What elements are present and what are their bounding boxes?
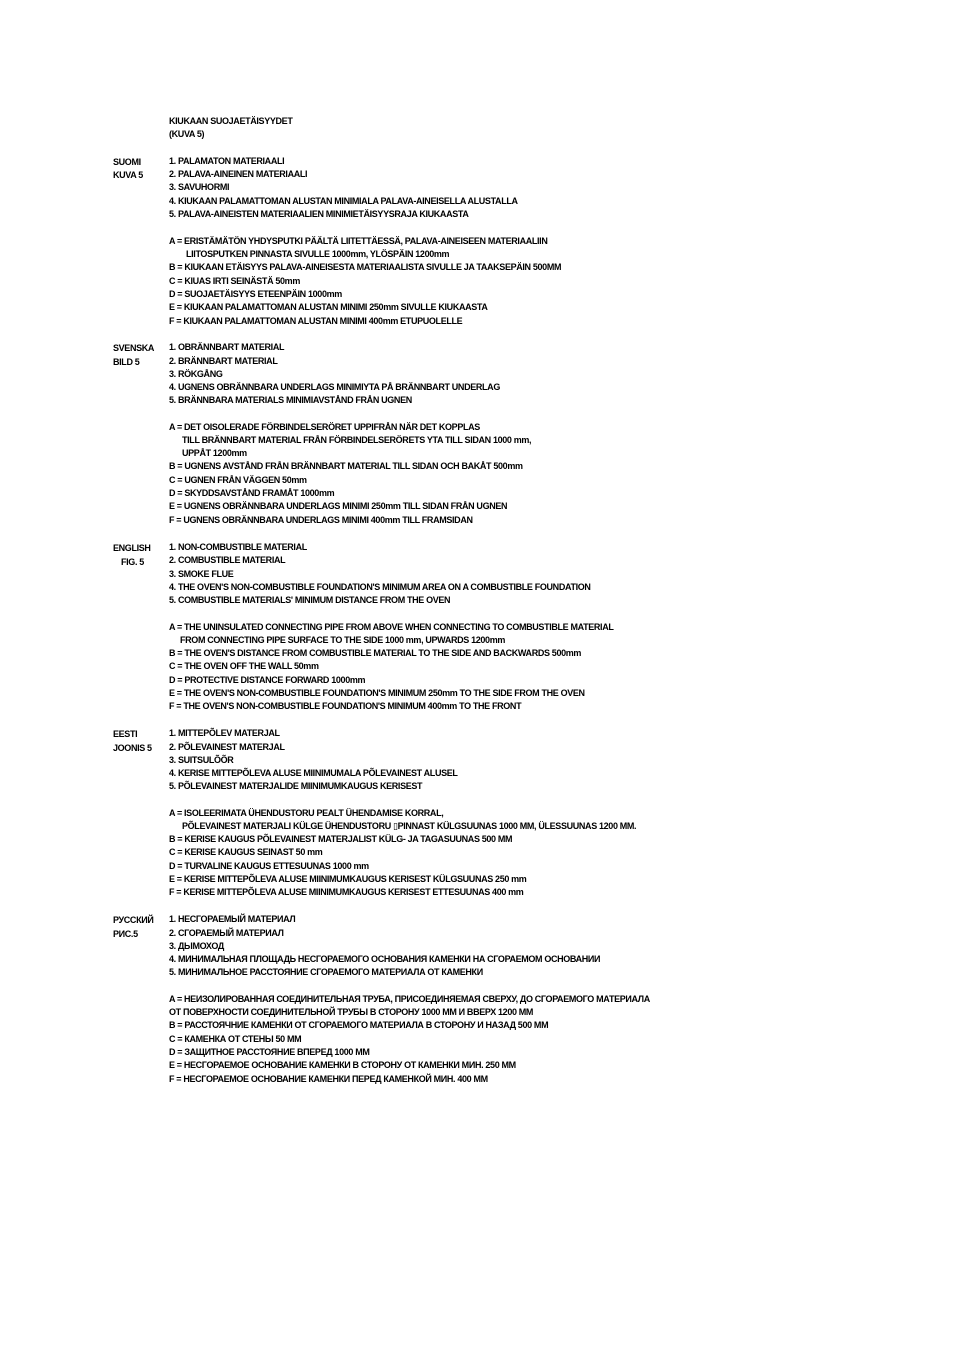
dimension-item: F = THE OVEN'S NON-COMBUSTIBLE FOUNDATION'S MINIMUM 400mm TO THE FRONT	[169, 701, 522, 711]
dimension-item-continued: ОТ ПОВЕРХНОСТИ СОЕДИНИТЕЛЬНОЙ ТРУБЫ В СТОРОНУ 1000 ММ И ВВЕРХ 1200 ММ	[169, 1007, 534, 1017]
legend-item: 1. НЕСГОРАЕМЫЙ МАТЕРИАЛ	[169, 914, 296, 924]
legend-item: 5. МИНИМАЛЬНОЕ РАССТОЯНИЕ СГОРАЕМОГО МАТЕРИАЛА ОТ КАМЕНКИ	[169, 967, 483, 977]
legend-item: 5. PALAVA-AINEISTEN MATERIAALIEN MINIMIETÄISYYSRAJA KIUKAASTA	[169, 209, 469, 219]
legend-item: 4. UGNENS OBRÄNNBARA UNDERLAGS MINIMIYTA PÅ BRÄNNBART UNDERLAG	[169, 382, 500, 392]
dimension-item-continued: TILL BRÄNNBART MATERIAL FRÅN FÖRBINDELSERÖRETS YTA TILL SIDAN 1000 mm,	[182, 435, 532, 445]
section-language-label: РУССКИЙ	[113, 915, 154, 925]
legend-item: 2. PÕLEVAINEST MATERJAL	[169, 742, 285, 752]
dimension-item: B = РАССТОЯЧНИЕ КАМЕНКИ ОТ СГОРАЕМОГО МАТЕРИАЛА В СТОРОНУ И НАЗАД 500 ММ	[169, 1020, 549, 1030]
dimension-item-continued: LIITOSPUTKEN PINNASTA SIVULLE 1000mm, YLÖSPÄIN 1200mm	[186, 249, 450, 259]
dimension-item: A = DET OISOLERADE FÖRBINDELSERÖRET UPPIFRÅN NÄR DET KOPPLAS	[169, 422, 480, 432]
legend-item: 2. СГОРАЕМЫЙ МАТЕРИАЛ	[169, 928, 284, 938]
dimension-item: E = НЕСГОРАЕМОЕ ОСНОВАНИЕ КАМЕНКИ В СТОРОНУ ОТ КАМЕНКИ МИН. 250 ММ	[169, 1060, 516, 1070]
dimension-item: A = НЕИЗОЛИРОВАННАЯ СОЕДИНИТЕЛЬНАЯ ТРУБА, ПРИСОЕДИНЯЕМАЯ СВЕРХУ, ДО СГОРАЕМОГО МАТЕРИАЛА	[169, 994, 650, 1004]
legend-item: 3. SMOKE FLUE	[169, 569, 234, 579]
dimension-item: A = THE UNINSULATED CONNECTING PIPE FROM ABOVE WHEN CONNECTING TO COMBUSTIBLE MATERIAL	[169, 622, 614, 632]
legend-item: 3. SAVUHORMI	[169, 182, 230, 192]
legend-item: 2. COMBUSTIBLE MATERIAL	[169, 555, 286, 565]
dimension-item-continued: FROM CONNECTING PIPE SURFACE TO THE SIDE 1000 mm, UPWARDS 1200mm	[180, 635, 506, 645]
legend-item: 1. PALAMATON MATERIAALI	[169, 156, 285, 166]
dimension-item: B = THE OVEN'S DISTANCE FROM COMBUSTIBLE MATERIAL TO THE SIDE AND BACKWARDS 500mm	[169, 648, 582, 658]
dimension-item: C = THE OVEN OFF THE WALL 50mm	[169, 661, 319, 671]
section-figure-label: РИС.5	[113, 929, 138, 939]
dimension-item: B = KIUKAAN ETÄISYYS PALAVA-AINEISESTA MATERIAALISTA SIVULLE JA TAAKSEPÄIN 500MM	[169, 262, 562, 272]
dimension-item: C = UGNEN FRÅN VÄGGEN 50mm	[169, 475, 307, 485]
section-figure-label: JOONIS 5	[113, 743, 152, 753]
legend-item: 2. PALAVA-AINEINEN MATERIAALI	[169, 169, 308, 179]
legend-item: 4. KIUKAAN PALAMATTOMAN ALUSTAN MINIMIALA PALAVA-AINEISELLA ALUSTALLA	[169, 196, 518, 206]
legend-item: 1. MITTEPÕLEV MATERJAL	[169, 728, 280, 738]
dimension-item: D = ЗАЩИТНОЕ РАССТОЯНИЕ ВПЕРЕД 1000 ММ	[169, 1047, 370, 1057]
dimension-item: F = KIUKAAN PALAMATTOMAN ALUSTAN MINIMI 400mm ETUPUOLELLE	[169, 316, 463, 326]
dimension-item: F = KERISE MITTEPÕLEVA ALUSE MIINIMUMKAUGUS KERISEST ETTESUUNAS 400 mm	[169, 887, 524, 897]
dimension-item: A = ERISTÄMÄTÖN YHDYSPUTKI PÄÄLTÄ LIITETTÄESSÄ, PALAVA-AINEISEEN MATERIAALIIN	[169, 236, 548, 246]
dimension-item: E = UGNENS OBRÄNNBARA UNDERLAGS MINIMI 250mm TILL SIDAN FRÅN UGNEN	[169, 501, 508, 511]
legend-item: 5. BRÄNNBARA MATERIALS MINIMIAVSTÅND FRÅN UGNEN	[169, 395, 412, 405]
legend-item: 4. THE OVEN'S NON-COMBUSTIBLE FOUNDATION'S MINIMUM AREA ON A COMBUSTIBLE FOUNDATION	[169, 582, 591, 592]
section-language-label: ENGLISH	[113, 543, 151, 553]
legend-item: 4. МИНИМАЛЬНАЯ ПЛОЩАДЬ НЕСГОРАЕМОГО ОСНОВАНИЯ КАМЕНКИ НА СГОРАЕМОМ ОСНОВАНИИ	[169, 954, 601, 964]
legend-item: 5. PÕLEVAINEST MATERJALIDE MIINIMUMKAUGUS KERISEST	[169, 781, 423, 791]
legend-item: 1. NON-COMBUSTIBLE MATERIAL	[169, 542, 307, 552]
legend-item: 5. COMBUSTIBLE MATERIALS' MINIMUM DISTANCE FROM THE OVEN	[169, 595, 451, 605]
dimension-item-continued: PÕLEVAINEST MATERJALI KÜLGE ÜHENDUSTORU ▯PINNAST KÜLGSUUNAS 1000 MM, ÜLESSUUNAS 1200 MM.	[182, 821, 637, 831]
section-language-label: SVENSKA	[113, 343, 155, 353]
dimension-item: B = KERISE KAUGUS PÕLEVAINEST MATERJALIST KÜLG- JA TAGASUUNAS 500 MM	[169, 834, 513, 844]
dimension-item: E = KIUKAAN PALAMATTOMAN ALUSTAN MINIMI 250mm SIVULLE KIUKAASTA	[169, 302, 488, 312]
legend-item: 1. OBRÄNNBART MATERIAL	[169, 342, 285, 352]
dimension-item: D = SKYDDSAVSTÅND FRAMÅT 1000mm	[169, 488, 335, 498]
section-figure-label: BILD 5	[113, 357, 140, 367]
dimension-item-continued: UPPÅT 1200mm	[182, 448, 247, 458]
dimension-item: F = НЕСГОРАЕМОЕ ОСНОВАНИЕ КАМЕНКИ ПЕРЕД КАМЕНКОЙ МИН. 400 ММ	[169, 1074, 488, 1084]
dimension-item: D = PROTECTIVE DISTANCE FORWARD 1000mm	[169, 675, 366, 685]
dimension-item: D = SUOJAETÄISYYS ETEENPÄIN 1000mm	[169, 289, 342, 299]
dimension-item: C = KERISE KAUGUS SEINAST 50 mm	[169, 847, 323, 857]
legend-item: 2. BRÄNNBART MATERIAL	[169, 356, 278, 366]
section-language-label: EESTI	[113, 729, 138, 739]
section-figure-label: FIG. 5	[121, 557, 144, 567]
document-subtitle: (KUVA 5)	[169, 129, 205, 139]
section-language-label: SUOMI	[113, 157, 141, 167]
dimension-item: B = UGNENS AVSTÅND FRÅN BRÄNNBART MATERIAL TILL SIDAN OCH BAKÅT 500mm	[169, 461, 523, 471]
dimension-item: A = ISOLEERIMATA ÜHENDUSTORU PEALT ÜHENDAMISE KORRAL,	[169, 808, 444, 818]
dimension-item: E = KERISE MITTEPÕLEVA ALUSE MIINIMUMKAUGUS KERISEST KÜLGSUUNAS 250 mm	[169, 874, 527, 884]
dimension-item: D = TURVALINE KAUGUS ETTESUUNAS 1000 mm	[169, 861, 369, 871]
dimension-item: C = КАМЕНКА ОТ СТЕНЫ 50 ММ	[169, 1034, 302, 1044]
dimension-item: F = UGNENS OBRÄNNBARA UNDERLAGS MINIMI 400mm TILL FRAMSIDAN	[169, 515, 473, 525]
dimension-item: C = KIUAS IRTI SEINÄSTÄ 50mm	[169, 276, 300, 286]
legend-item: 3. ДЫМОХОД	[169, 941, 224, 951]
legend-item: 3. RÖKGÅNG	[169, 369, 223, 379]
section-figure-label: KUVA 5	[113, 170, 143, 180]
document-title: KIUKAAN SUOJAETÄISYYDET	[169, 116, 293, 126]
legend-item: 4. KERISE MITTEPÕLEVA ALUSE MIINIMUMALA PÕLEVAINEST ALUSEL	[169, 768, 458, 778]
legend-item: 3. SUITSULÕÕR	[169, 755, 234, 765]
dimension-item: E = THE OVEN'S NON-COMBUSTIBLE FOUNDATION'S MINIMUM 250mm TO THE SIDE FROM THE OVEN	[169, 688, 585, 698]
